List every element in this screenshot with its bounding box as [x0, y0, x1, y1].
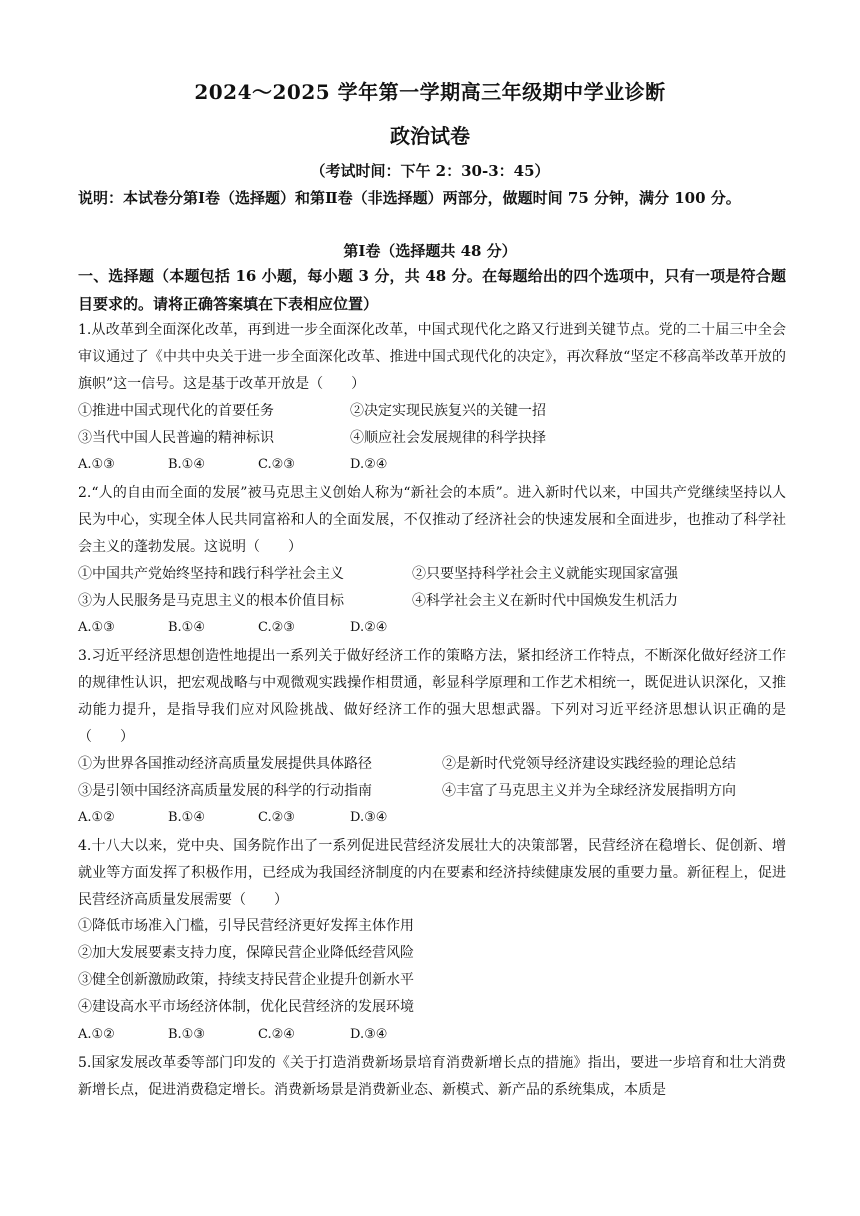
question-4-option: ②加大发展要素支持力度，保障民营企业降低经营风险: [78, 945, 414, 961]
answer-choice: A.①②: [78, 1027, 115, 1042]
question-3-options-row-1: [78, 751, 798, 777]
option: ①中国共产党始终坚持和践行科学社会主义: [78, 566, 344, 582]
option: ①推进中国式现代化的首要任务: [78, 403, 274, 419]
question-4-option: ④建设高水平市场经济体制，优化民营经济的发展环境: [78, 999, 414, 1015]
option: ④科学社会主义在新时代中国焕发生机活力: [412, 593, 678, 609]
option: ②决定实现民族复兴的关键一招: [350, 403, 546, 419]
instructions: 说明：本试卷分第Ⅰ卷（选择题）和第Ⅱ卷（非选择题）两部分，做题时间 75 分钟，满分 100 分。: [78, 189, 741, 207]
answer-choice: D.②④: [350, 457, 388, 472]
question-3-stem: 3.习近平经济思想创造性地提出一系列关于做好经济工作的策略方法，紧扣经济工作特点，不断深化做好经济工作的规律性认识，把宏观战略与中观微观实践操作相贯通，彰显科学原理和工作艺术相统一，既促进认识深化，又推动能力提升，是指导我们应对风险挑战、做好经济工作的强大思想武器。下列对习近平经济思想认识正确的是（ ）: [78, 648, 786, 745]
option: ②是新时代党领导经济建设实践经验的理论总结: [442, 756, 736, 772]
answer-choice: B.①③: [168, 1027, 205, 1042]
option: ④顺应社会发展规律的科学抉择: [350, 430, 546, 446]
answer-choice: D.②④: [350, 620, 388, 635]
answer-choice: A.①③: [78, 620, 115, 635]
question-2-stem: 2.“人的自由而全面的发展”被马克思主义创始人称为“新社会的本质”。进入新时代以来，中国共产党继续坚持以人民为中心，实现全体人民共同富裕和人的全面发展，不仅推动了经济社会的快速发展和全面进步，也推动了科学社会主义的蓬勃发展。这说明（ ）: [78, 485, 786, 555]
section1-heading: 一、选择题（本题包括 16 小题，每小题 3 分，共 48 分。在每题给出的四个选项中，只有一项是符合题目要求的。请将正确答案填在下表相应位置）: [78, 267, 786, 313]
question-4-stem: 4.十八大以来，党中央、国务院作出了一系列促进民营经济发展壮大的决策部署，民营经济在稳增长、促创新、增就业等方面发挥了积极作用，已经成为我国经济制度的内在要素和经济持续健康发展的重要力量。新征程上，促进民营经济高质量发展需要（ ）: [78, 838, 786, 908]
subject-title: 政治试卷: [390, 124, 470, 148]
answer-choice: C.②④: [258, 1027, 295, 1042]
question-1-stem: 1.从改革到全面深化改革，再到进一步全面深化改革，中国式现代化之路又行进到关键节点。党的二十届三中全会审议通过了《中共中央关于进一步全面深化改革、推进中国式现代化的决定》，再次释放“坚定不移高举改革开放的旗帜”这一信号。这是基于改革开放是（ ）: [78, 322, 786, 392]
option: ③为人民服务是马克思主义的根本价值目标: [78, 593, 344, 609]
option: ④丰富了马克思主义并为全球经济发展指明方向: [442, 783, 736, 799]
option: ③是引领中国经济高质量发展的科学的行动指南: [78, 783, 372, 799]
exam-time: （考试时间：下午 2：30-3：45）: [310, 162, 550, 180]
question-4-option: ①降低市场准入门槛，引导民营经济更好发挥主体作用: [78, 918, 414, 934]
question-1-options-row-2: [78, 425, 798, 451]
answer-choice: C.②③: [258, 457, 295, 472]
question-2-options-row-1: [78, 561, 798, 587]
question-2-options-row-2: [78, 588, 798, 614]
answer-choice: B.①④: [168, 457, 205, 472]
option: ①为世界各国推动经济高质量发展提供具体路径: [78, 756, 372, 772]
part1-title: 第Ⅰ卷（选择题共 48 分）: [343, 242, 517, 260]
option: ③当代中国人民普遍的精神标识: [78, 430, 274, 446]
answer-choice: A.①②: [78, 810, 115, 825]
question-4-option: ③健全创新激励政策，持续支持民营企业提升创新水平: [78, 972, 414, 988]
exam-title: 2024～2025 学年第一学期高三年级期中学业诊断: [194, 80, 666, 104]
question-3-options-row-2: [78, 778, 798, 804]
answer-choice: D.③④: [350, 810, 388, 825]
question-5-stem: 5.国家发展改革委等部门印发的《关于打造消费新场景培育消费新增长点的措施》指出，要进一步培育和壮大消费新增长点，促进消费稳定增长。消费新场景是消费新业态、新模式、新产品的系统集成，本质是: [78, 1055, 786, 1098]
answer-choice: B.①④: [168, 620, 205, 635]
answer-choice: B.①④: [168, 810, 205, 825]
answer-choice: A.①③: [78, 457, 115, 472]
option: ②只要坚持科学社会主义就能实现国家富强: [412, 566, 678, 582]
question-1-options-row-1: [78, 398, 798, 424]
answer-choice: C.②③: [258, 810, 295, 825]
answer-choice: C.②③: [258, 620, 295, 635]
answer-choice: D.③④: [350, 1027, 388, 1042]
